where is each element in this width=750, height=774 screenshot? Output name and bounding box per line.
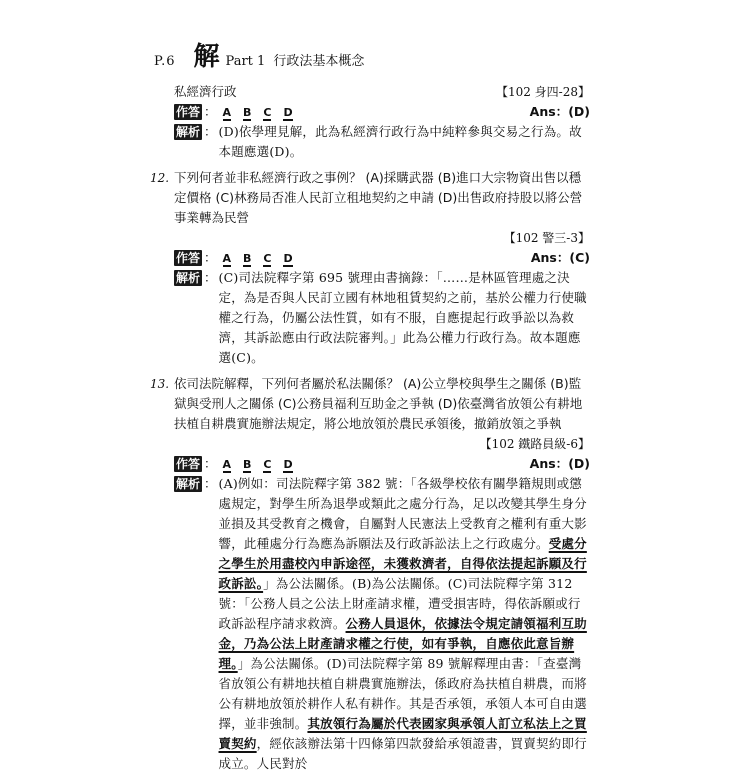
option-d-checkbox[interactable]: D [283, 106, 293, 119]
q13-analysis: 解析 ： (A)例如：司法院釋字第 382 號：「各級學校依有關學籍規則或懲處規定，對學生所為退學或類此之處分行為，足以改變其學生身分並損及其受教育之機會，自屬對人民憲法上受教育之權利有重大影響，此種處分行為應為訴願法及行政訴訟法上之行政處分。受處分之學生於用盡校內申訴途徑，未獲救濟者，自得依法提起訴願及行政訴訟。」為公法關係。(B)為公法關係。(C)司法院釋字第 312 號：「公務人員之公法上財產請求權，遭受損害時，得依訴願或行政訴訟程序請求救濟。公務人員退休，依據法令規定請領福利互助金，乃為公法上財產請求權之行使，如有爭執，自應依此意旨辦理。」為公法關係。(D)司法院釋字第 89 號解釋理由書：「查臺灣省放領公有耕地扶植自耕農實施辦法，係政府為扶植自耕農，而將公有耕地放領於耕作人私有耕作。其是否承領，承領人本可自由選擇，並非強制。其放領行為屬於代表國家與承領人訂立私法上之買賣契約，經依該辦法第十四條第四款發給承領證書，買賣契約即行成立。人民對於 [150, 474, 590, 774]
option-b-checkbox[interactable]: B [243, 106, 252, 119]
chapter-title: 行政法基本概念 [273, 54, 365, 69]
underlined-key-point: 其放領行為屬於代表國家與承領人訂立私法上之買賣契約 [218, 716, 587, 751]
option-d-checkbox[interactable]: D [283, 458, 293, 471]
q13-answer-row: 作答 ： A B C D Ans：(D) [150, 454, 590, 474]
q12-answer: Ans：(C) [530, 250, 590, 265]
question-13 [150, 374, 590, 434]
page-number: P.6 [154, 54, 176, 69]
q12-analysis-text: (C)司法院釋字第 695 號理由書摘錄：「……是林區管理處之決定，為是否與人民訂立國有林地租賃契約之前，基於公權力行使職權之行為，仍屬公法性質，如有不服，自應提起行政爭訟以為救濟，其訴訟應由行政法院審判。」此為公權力行政行為。故本題應選(C)。 [218, 270, 587, 365]
analysis-tag: 解析 [176, 125, 201, 139]
question-12 [150, 168, 590, 228]
option-c-checkbox[interactable]: C [263, 458, 272, 471]
part-label: Part 1 [225, 54, 266, 69]
analysis-tag: 解析 [176, 477, 201, 491]
option-a-checkbox[interactable]: A [222, 252, 232, 265]
prev-answer-row [150, 102, 590, 122]
option-c-checkbox[interactable]: C [263, 252, 272, 265]
option-a-checkbox[interactable]: A [222, 458, 232, 471]
prev-source: 【102 身四-28】 [495, 85, 590, 99]
underlined-key-point: 公務人員退休，依據法令規定請領福利互助金，乃為公法上財產請求權之行使，如有爭執，自應依此意旨辦理。 [218, 616, 587, 671]
q12-source-row [150, 228, 590, 248]
answer-tag: 作答 [176, 457, 201, 471]
prev-analysis: 解析 ： (D)依學理見解，此為私經濟行政行為中純粹參與交易之行為。故本題應選(D)。 [150, 122, 590, 162]
underlined-key-point: 受處分之學生於用盡校內申訴途徑，未獲救濟者，自得依法提起訴願及行政訴訟。 [218, 536, 587, 591]
prev-tail-text: 私經濟行政 [174, 84, 237, 99]
content [150, 82, 590, 774]
q13-source: 【102 鐵路員級-6】 [479, 437, 590, 451]
q13-analysis-text: (A)例如：司法院釋字第 382 號：「各級學校依有關學籍規則或懲處規定，對學生所為退學或類此之處分行為，足以改變其學生身分並損及其受教育之機會，自屬對人民憲法上受教育之權利有重大影響，此種處分行為應為訴願法及行政訴訟法上之行政處分。受處分之學生於用盡校內申訴途徑，未獲救濟者，自得依法提起訴願及行政訴訟。」為公法關係。(B)為公法關係。(C)司法院釋字第 312 號：「公務人員之公法上財產請求權，遭受損害時，得依訴願或行政訴訟程序請求救濟。公務人員退休，依據法令規定請領福利互助金，乃為公法上財產請求權之行使，如有爭執，自應依此意旨辦理。」為公法關係。(D)司法院釋字第 89 號解釋理由書：「查臺灣省放領公有耕地扶植自耕農實施辦法，係政府為扶植自耕農，而將公有耕地放領於耕作人私有耕作。其是否承領，承領人本可自由選擇，並非強制。其放領行為屬於代表國家與承領人訂立私法上之買賣契約，經依該辦法第十四條第四款發給承領證書，買賣契約即行成立。人民對於 [218, 476, 587, 771]
q12-answer-row: 作答 ： A B C D Ans：(C) [150, 248, 590, 268]
option-a-checkbox[interactable]: A [222, 106, 232, 119]
option-b-checkbox[interactable]: B [243, 252, 252, 265]
question-text: 下列何者並非私經濟行政之事例？ (A)採購武器 (B)進口大宗物資出售以穩定價格 (C)林務局否准人民訂立租地契約之申請 (D)出售政府持股以將公營事業轉為民營 [174, 170, 583, 225]
q12-source: 【102 警三-3】 [503, 231, 590, 245]
answer-tag: 作答 [176, 251, 201, 265]
analysis-tag: 解析 [176, 271, 201, 285]
option-d-checkbox[interactable]: D [283, 252, 293, 265]
question-number: 12. [150, 171, 170, 185]
option-c-checkbox[interactable]: C [263, 106, 272, 119]
option-b-checkbox[interactable]: B [243, 458, 252, 471]
answer-tag: 作答 [176, 105, 201, 119]
question-text: 依司法院解釋，下列何者屬於私法關係？ (A)公立學校與學生之關係 (B)監獄與受刑人之關係 (C)公務員福利互助金之爭執 (D)依臺灣省放領公有耕地扶植自耕農實施辦法規定，將公地放領於農民承領後，撤銷放領之爭執 [174, 376, 583, 431]
prev-question-tail [150, 82, 590, 102]
page-header [154, 36, 364, 73]
q12-analysis: 解析 ： (C)司法院釋字第 695 號理由書摘錄：「……是林區管理處之決定，為是否與人民訂立國有林地租賃契約之前，基於公權力行使職權之行為，仍屬公法性質，如有不服，自應提起行政爭訟以為救濟，其訴訟應由行政法院審判。」此為公權力行政行為。故本題應選(C)。 [150, 268, 590, 368]
section-character: 解 [193, 42, 220, 72]
q13-source-row [150, 434, 590, 454]
prev-analysis-text: (D)依學理見解，此為私經濟行政行為中純粹參與交易之行為。故本題應選(D)。 [218, 124, 582, 159]
question-number: 13. [150, 377, 170, 391]
prev-answer: Ans：(D) [529, 104, 590, 119]
colon: ： [204, 104, 217, 119]
q13-answer: Ans：(D) [529, 456, 590, 471]
